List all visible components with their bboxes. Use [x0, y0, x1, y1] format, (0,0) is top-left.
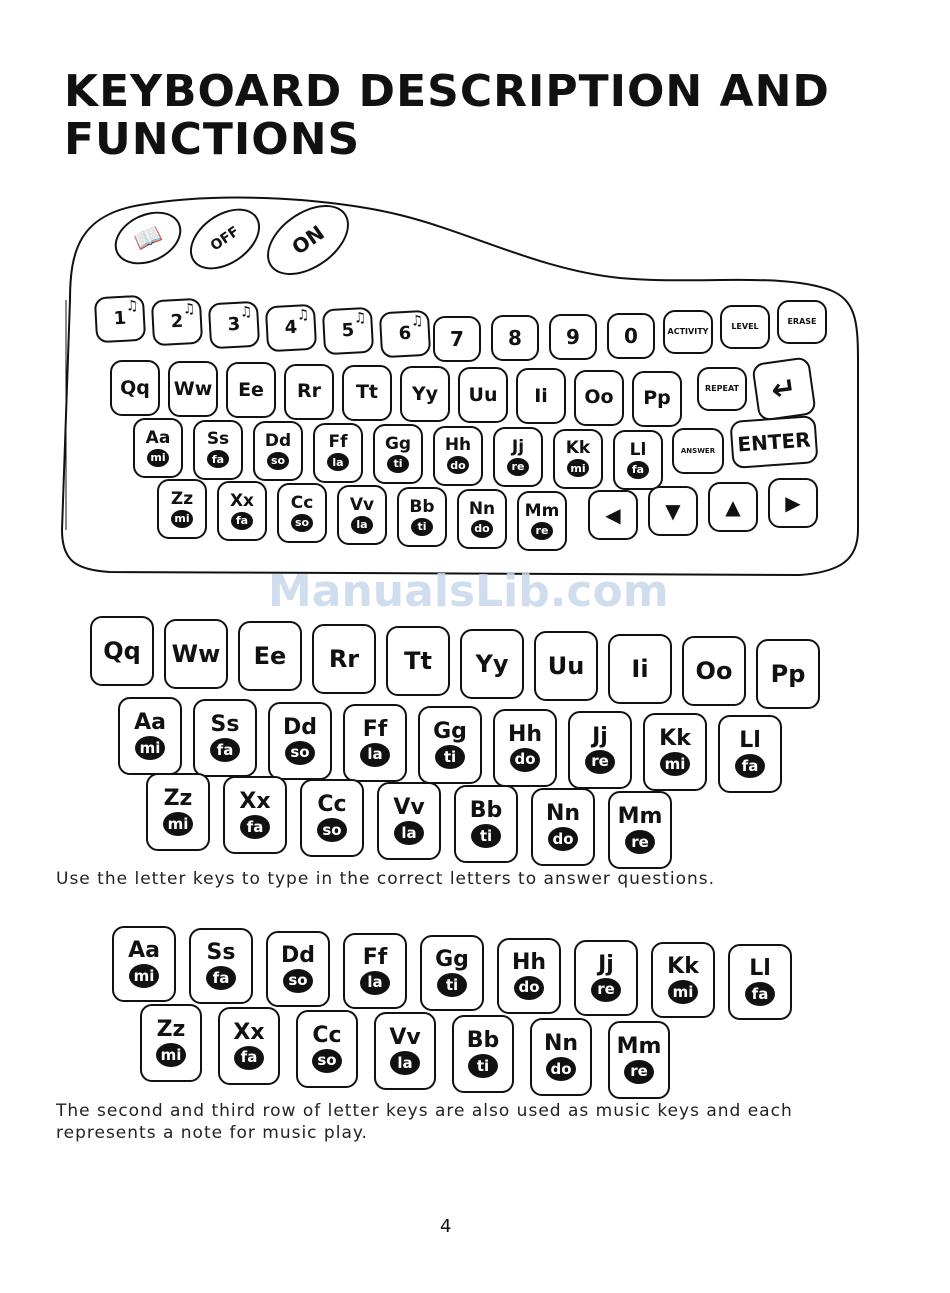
- key-label: Cc: [312, 1022, 342, 1048]
- page-number: 4: [440, 1216, 452, 1237]
- music-key-6[interactable]: [379, 310, 431, 359]
- key-label: Ii: [534, 384, 548, 407]
- music-key-Nn[interactable]: [530, 1018, 592, 1096]
- book-icon: 📖: [130, 220, 166, 256]
- big-key-Ll[interactable]: [718, 715, 782, 793]
- note-badge: so: [291, 514, 313, 532]
- key-label: Kk: [659, 726, 691, 752]
- key-Jj[interactable]: [493, 427, 543, 487]
- big-key-Hh[interactable]: [493, 709, 557, 787]
- note-badge: la: [360, 971, 390, 995]
- key-label: Pp: [643, 387, 671, 410]
- note-badge: so: [285, 741, 315, 765]
- key-label: ACTIVITY: [667, 327, 709, 336]
- key-Oo[interactable]: [574, 370, 624, 426]
- key-label: Ee: [238, 378, 264, 401]
- right-arrow-key[interactable]: [768, 478, 818, 528]
- enter-return-key[interactable]: [751, 356, 817, 422]
- key-label: Jj: [511, 436, 525, 457]
- key-Mm[interactable]: [517, 491, 567, 551]
- key-label: REPEAT: [705, 384, 739, 393]
- music-key-2[interactable]: [151, 298, 203, 347]
- right-arrow-icon: ▶: [785, 491, 801, 515]
- big-key-Ww[interactable]: [164, 619, 228, 689]
- note-badge: fa: [206, 966, 236, 990]
- key-label: Aa: [128, 938, 160, 963]
- music-note-icon: ♫: [239, 304, 253, 321]
- key-label: Tt: [404, 647, 432, 675]
- note-badge: do: [514, 976, 544, 1000]
- left-arrow-key[interactable]: [588, 490, 638, 540]
- music-key-Kk[interactable]: [651, 942, 715, 1018]
- key-label: 5: [341, 319, 355, 342]
- key-label: Jj: [592, 723, 608, 749]
- key-Ee[interactable]: [226, 362, 276, 418]
- big-key-Jj[interactable]: [568, 711, 632, 789]
- key-label: 9: [566, 325, 580, 349]
- key-label: 6: [398, 322, 412, 345]
- note-badge: re: [591, 978, 621, 1002]
- key-label: Jj: [598, 951, 614, 977]
- big-key-Aa[interactable]: [118, 697, 182, 775]
- key-label: 0: [624, 324, 638, 348]
- watermark: ManualsLib.com: [268, 566, 669, 617]
- note-badge: fa: [234, 1046, 264, 1070]
- caption-line-2: represents a note for music play.: [56, 1123, 368, 1143]
- up-arrow-key[interactable]: [708, 482, 758, 532]
- key-label: Aa: [145, 427, 171, 448]
- big-key-Pp[interactable]: [756, 639, 820, 709]
- key-label: ANSWER: [680, 446, 716, 455]
- key-Tt[interactable]: [342, 365, 392, 421]
- big-key-Ss[interactable]: [193, 699, 257, 777]
- big-key-Cc[interactable]: [300, 779, 364, 857]
- key-label: Zz: [163, 786, 193, 811]
- key-label: Gg: [435, 947, 469, 973]
- key-label: Bb: [409, 496, 435, 517]
- key-label: Bb: [469, 798, 503, 823]
- big-key-Tt[interactable]: [386, 626, 450, 696]
- note-badge: do: [447, 456, 469, 474]
- note-badge: re: [625, 830, 655, 854]
- key-label: Nn: [545, 801, 581, 826]
- music-key-Ss[interactable]: [189, 928, 253, 1004]
- note-badge: re: [531, 522, 553, 540]
- note-badge: re: [624, 1060, 654, 1084]
- key-label: 8: [508, 326, 522, 350]
- key-Yy[interactable]: [400, 366, 450, 422]
- off-label: OFF: [207, 223, 243, 255]
- key-label: Yy: [411, 382, 439, 405]
- key-label: Mm: [617, 804, 663, 829]
- key-label: Nn: [468, 498, 496, 519]
- key-label: Uu: [468, 383, 498, 406]
- key-Bb[interactable]: [397, 487, 447, 547]
- repeat-key[interactable]: [697, 367, 747, 411]
- note-badge: la: [360, 743, 390, 767]
- key-Hh[interactable]: [433, 426, 483, 486]
- note-badge: la: [390, 1051, 420, 1075]
- key-label: 2: [170, 310, 184, 333]
- key-label: Ii: [631, 654, 649, 683]
- down-arrow-icon: ▼: [665, 499, 681, 523]
- note-badge: fa: [240, 815, 270, 839]
- music-key-Vv[interactable]: [374, 1012, 436, 1090]
- big-key-Mm[interactable]: [608, 791, 672, 869]
- note-badge: mi: [567, 459, 589, 477]
- key-label: Xx: [239, 789, 271, 814]
- key-label: Rr: [328, 644, 360, 673]
- big-key-Bb[interactable]: [454, 785, 518, 863]
- music-key-Bb[interactable]: [452, 1015, 514, 1093]
- music-note-icon: ♫: [125, 298, 139, 315]
- note-badge: mi: [171, 510, 193, 528]
- note-badge: mi: [135, 736, 165, 760]
- key-label: Xx: [229, 490, 255, 511]
- key-label: Aa: [134, 710, 166, 735]
- keyboard-illustration: [0, 0, 950, 600]
- big-key-Yy[interactable]: [460, 629, 524, 699]
- key-label: ERASE: [787, 317, 817, 326]
- key-label: 7: [450, 327, 464, 351]
- key-Qq[interactable]: [110, 360, 160, 416]
- music-key-Dd[interactable]: [266, 931, 330, 1007]
- note-badge: mi: [668, 980, 698, 1004]
- note-badge: mi: [129, 964, 159, 988]
- key-label: 1: [113, 307, 127, 330]
- note-badge: la: [351, 516, 373, 534]
- key-label: Mm: [616, 1033, 662, 1059]
- key-label: Ss: [210, 712, 240, 738]
- music-key-Mm[interactable]: [608, 1021, 670, 1099]
- key-label: Ff: [362, 944, 388, 970]
- note-badge: fa: [210, 738, 240, 762]
- key-Aa[interactable]: [133, 418, 183, 478]
- key-label: Dd: [264, 430, 292, 451]
- key-label: Dd: [282, 714, 317, 740]
- note-badge: do: [510, 748, 540, 772]
- big-key-Uu[interactable]: [534, 631, 598, 701]
- up-arrow-icon: ▲: [725, 495, 741, 519]
- return-arrow-icon: ↵: [769, 369, 799, 409]
- music-note-icon: ♫: [353, 310, 367, 327]
- note-badge: so: [283, 969, 313, 993]
- key-label: Vv: [349, 494, 375, 515]
- key-Pp[interactable]: [632, 371, 682, 427]
- caption-music-keys: [56, 1100, 793, 1144]
- big-key-Nn[interactable]: [531, 788, 595, 866]
- note-badge: fa: [207, 450, 229, 468]
- note-badge: ti: [435, 745, 465, 769]
- note-badge: fa: [627, 461, 649, 479]
- big-key-Ii[interactable]: [608, 634, 672, 704]
- music-key-Ff[interactable]: [343, 933, 407, 1009]
- note-badge: fa: [231, 512, 253, 530]
- digit-key-7[interactable]: [433, 316, 481, 362]
- key-Cc[interactable]: [277, 483, 327, 543]
- key-label: Ee: [253, 642, 287, 670]
- note-badge: do: [548, 827, 578, 851]
- title-line-2: FUNCTIONS: [64, 114, 361, 165]
- title-line-1: KEYBOARD DESCRIPTION AND: [64, 66, 830, 117]
- music-key-Xx[interactable]: [218, 1007, 280, 1085]
- key-label: Pp: [770, 659, 806, 688]
- enter-key[interactable]: [729, 415, 818, 469]
- key-label: Gg: [384, 433, 412, 454]
- erase-key[interactable]: [777, 300, 827, 344]
- big-key-Rr[interactable]: [312, 624, 376, 694]
- big-key-Qq[interactable]: [90, 616, 154, 686]
- digit-key-8[interactable]: [491, 315, 539, 361]
- music-key-3[interactable]: [208, 301, 260, 350]
- key-label: Ff: [362, 716, 388, 742]
- key-label: ENTER: [736, 427, 812, 457]
- note-badge: fa: [745, 982, 775, 1006]
- key-label: Rr: [296, 380, 321, 403]
- answer-key[interactable]: [672, 428, 724, 474]
- note-badge: do: [471, 520, 493, 538]
- key-label: Zz: [156, 1017, 186, 1042]
- note-badge: mi: [156, 1043, 186, 1067]
- note-badge: ti: [437, 973, 467, 997]
- big-key-Ee[interactable]: [238, 621, 302, 691]
- note-badge: so: [317, 818, 347, 842]
- key-label: Ww: [171, 639, 221, 668]
- big-key-Zz[interactable]: [146, 773, 210, 851]
- caption-line-1: The second and third row of letter keys are also used as music keys and each: [56, 1101, 793, 1121]
- music-key-Ll[interactable]: [728, 944, 792, 1020]
- key-label: Dd: [280, 942, 315, 968]
- key-label: Oo: [695, 657, 733, 685]
- big-key-Kk[interactable]: [643, 713, 707, 791]
- note-badge: ti: [411, 518, 433, 536]
- note-badge: la: [327, 453, 349, 471]
- note-badge: ti: [471, 824, 501, 848]
- on-label: ON: [287, 220, 329, 260]
- key-label: Ll: [739, 728, 761, 754]
- key-Uu[interactable]: [458, 367, 508, 423]
- music-key-1[interactable]: [94, 295, 146, 344]
- key-label: Kk: [667, 954, 699, 980]
- key-label: Nn: [543, 1031, 579, 1056]
- key-label: Tt: [355, 381, 379, 404]
- key-label: Ff: [328, 432, 348, 452]
- digit-key-9[interactable]: [549, 314, 597, 360]
- music-key-4[interactable]: [265, 304, 317, 353]
- key-label: Ss: [206, 940, 236, 966]
- key-label: Ll: [749, 956, 771, 982]
- music-note-icon: ♫: [182, 301, 196, 318]
- music-key-Hh[interactable]: [497, 938, 561, 1014]
- key-label: Bb: [466, 1028, 500, 1054]
- key-Ff[interactable]: [313, 423, 363, 483]
- big-key-Dd[interactable]: [268, 702, 332, 780]
- note-badge: fa: [735, 754, 765, 778]
- key-label: Yy: [475, 649, 509, 678]
- music-note-icon: ♫: [296, 307, 310, 324]
- digit-key-0[interactable]: [607, 313, 655, 359]
- key-label: Uu: [547, 652, 585, 680]
- key-label: Xx: [233, 1019, 265, 1045]
- key-label: Oo: [584, 386, 614, 409]
- left-arrow-icon: ◀: [605, 503, 621, 527]
- key-Ss[interactable]: [193, 420, 243, 480]
- note-badge: re: [585, 750, 615, 774]
- note-badge: la: [394, 821, 424, 845]
- music-key-5[interactable]: [322, 307, 374, 356]
- note-badge: mi: [147, 449, 169, 467]
- note-badge: mi: [660, 752, 690, 776]
- key-label: Ww: [173, 377, 213, 400]
- note-badge: ti: [468, 1054, 498, 1078]
- note-badge: so: [312, 1049, 342, 1073]
- music-note-icon: ♫: [410, 313, 424, 330]
- key-label: Hh: [511, 949, 547, 975]
- music-key-Zz[interactable]: [140, 1004, 202, 1082]
- music-key-Cc[interactable]: [296, 1010, 358, 1088]
- note-badge: so: [267, 452, 289, 470]
- key-Vv[interactable]: [337, 485, 387, 545]
- key-label: Ll: [629, 439, 647, 460]
- big-key-Oo[interactable]: [682, 636, 746, 706]
- big-key-Xx[interactable]: [223, 776, 287, 854]
- key-label: Vv: [389, 1025, 421, 1051]
- key-label: Mm: [524, 500, 560, 521]
- key-Zz[interactable]: [157, 479, 207, 539]
- key-Gg[interactable]: [373, 424, 423, 484]
- key-Xx[interactable]: [217, 481, 267, 541]
- key-label: 3: [227, 313, 241, 336]
- key-label: LEVEL: [731, 322, 759, 331]
- note-badge: re: [507, 458, 529, 476]
- big-key-Vv[interactable]: [377, 782, 441, 860]
- key-label: Zz: [170, 488, 194, 509]
- activity-key[interactable]: [663, 310, 713, 354]
- key-Rr[interactable]: [284, 364, 334, 420]
- key-Kk[interactable]: [553, 429, 603, 489]
- key-label: 4: [284, 316, 298, 339]
- key-Nn[interactable]: [457, 489, 507, 549]
- key-Ll[interactable]: [613, 430, 663, 490]
- key-label: Kk: [565, 438, 591, 458]
- key-Dd[interactable]: [253, 421, 303, 481]
- note-badge: do: [546, 1057, 576, 1081]
- key-label: Hh: [444, 435, 472, 455]
- key-label: Qq: [103, 637, 141, 665]
- key-Ww[interactable]: [168, 361, 218, 417]
- note-badge: ti: [387, 455, 409, 473]
- key-label: Ss: [206, 429, 230, 449]
- big-key-Ff[interactable]: [343, 704, 407, 782]
- caption-letter-keys: Use the letter keys to type in the correct letters to answer questions.: [56, 869, 716, 889]
- big-key-Gg[interactable]: [418, 706, 482, 784]
- key-label: Hh: [507, 721, 543, 747]
- note-badge: mi: [163, 812, 193, 836]
- key-label: Gg: [433, 719, 467, 745]
- music-key-Gg[interactable]: [420, 935, 484, 1011]
- key-Ii[interactable]: [516, 368, 566, 424]
- key-label: Cc: [290, 492, 314, 513]
- music-key-Jj[interactable]: [574, 940, 638, 1016]
- level-key[interactable]: [720, 305, 770, 349]
- key-label: Vv: [393, 795, 425, 820]
- music-key-Aa[interactable]: [112, 926, 176, 1002]
- key-label: Cc: [317, 792, 347, 817]
- down-arrow-key[interactable]: [648, 486, 698, 536]
- key-label: Qq: [120, 376, 150, 399]
